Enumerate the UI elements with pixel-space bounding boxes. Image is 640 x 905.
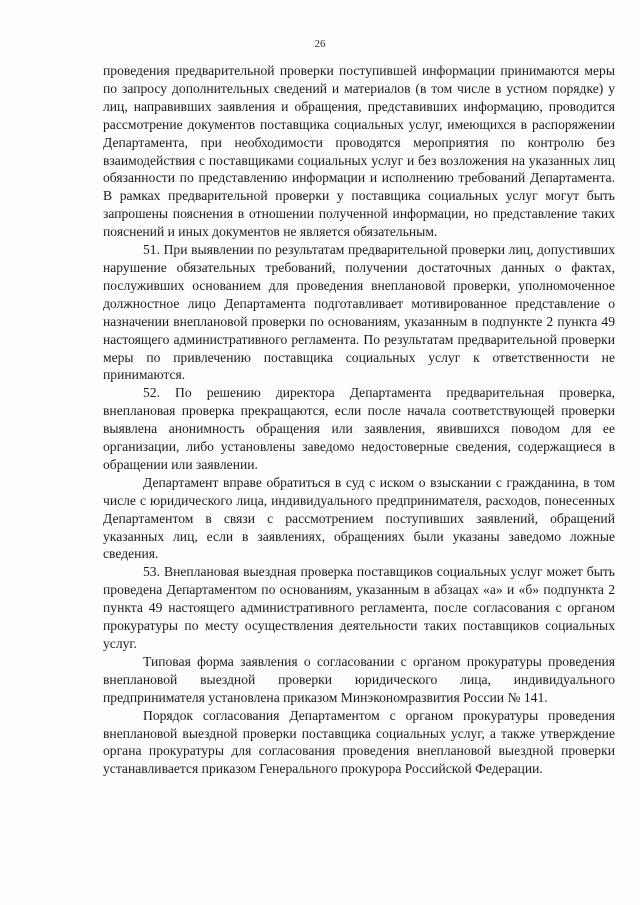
paragraph-52: 52. По решению директора Департамента предварительная проверка, внеплановая проверка прекращаются, если после начала соответствующей проверки выявлена анонимность обращения или заявления, явившихся поводом для ее организации, либо установлены заведомо недостоверные сведения, содержащиеся в обращении или заявлении. bbox=[103, 385, 615, 472]
body-text bbox=[103, 62, 615, 778]
page-number: 26 bbox=[314, 38, 326, 50]
paragraph-53: 53. Внеплановая выездная проверка поставщиков социальных услуг может быть проведена Департаментом по основаниям, указанным в абзацах «а» и «б» подпункта 2 пункта 49 настоящего административного регламента, после согласования с органом прокуратуры по месту осуществления деятельности таких поставщиков социальных услуг. bbox=[103, 564, 615, 651]
paragraph-continuation: проведения предварительной проверки поступившей информации принимаются меры по запросу дополнительных сведений и материалов (в том числе в устном порядке) у лиц, направивших заявления и обращения, представивших информацию, проводится рассмотрение документов поставщика социальных услуг, имеющихся в распоряжении Департамента, при необходимости проводятся мероприятия по контролю без взаимодействия с поставщиками социальных услуг и без возложения на указанных лиц обязанности по представлению информации и исполнению требований Департамента. В рамках предварительной проверки у поставщика социальных услуг могут быть запрошены пояснения в отношении полученной информации, но представление таких пояснений и иных документов не является обязательным. bbox=[103, 63, 615, 240]
paragraph-53-typical-form: Типовая форма заявления о согласовании с органом прокуратуры проведения внеплановой выездной проверки юридического лица, индивидуального предпринимателя установлена приказом Минэкономразвития России № 141. bbox=[103, 653, 615, 705]
paragraph-51: 51. При выявлении по результатам предварительной проверки лиц, допустивших нарушение обязательных требований, получении достаточных данных о фактах, послуживших основанием для проведения внеплановой проверки, уполномоченное должностное лицо Департамента подготавливает мотивированное представление о назначении внеплановой проверки по основаниям, указанным в подпункте 2 пункта 49 настоящего административного регламента. По результатам предварительной проверки меры по привлечению поставщика социальных услуг к ответственности не принимаются. bbox=[103, 242, 615, 383]
paragraph-52-court-claim: Департамент вправе обратиться в суд с иском о взыскании с гражданина, в том числе с юридического лица, индивидуального предпринимателя, расходов, понесенных Департаментом в связи с рассмотрением поступивших заявлений, обращений указанных лиц, если в заявлениях, обращениях были указаны заведомо ложные сведения. bbox=[103, 474, 615, 562]
paragraph-53-approval-procedure: Порядок согласования Департаментом с органом прокуратуры проведения внеплановой выездной проверки поставщика социальных услуг, а также утверждение органа прокуратуры для согласования проведения внеплановой выездной проверки устанавливается приказом Генерального прокурора Российской Федерации. bbox=[103, 707, 615, 777]
